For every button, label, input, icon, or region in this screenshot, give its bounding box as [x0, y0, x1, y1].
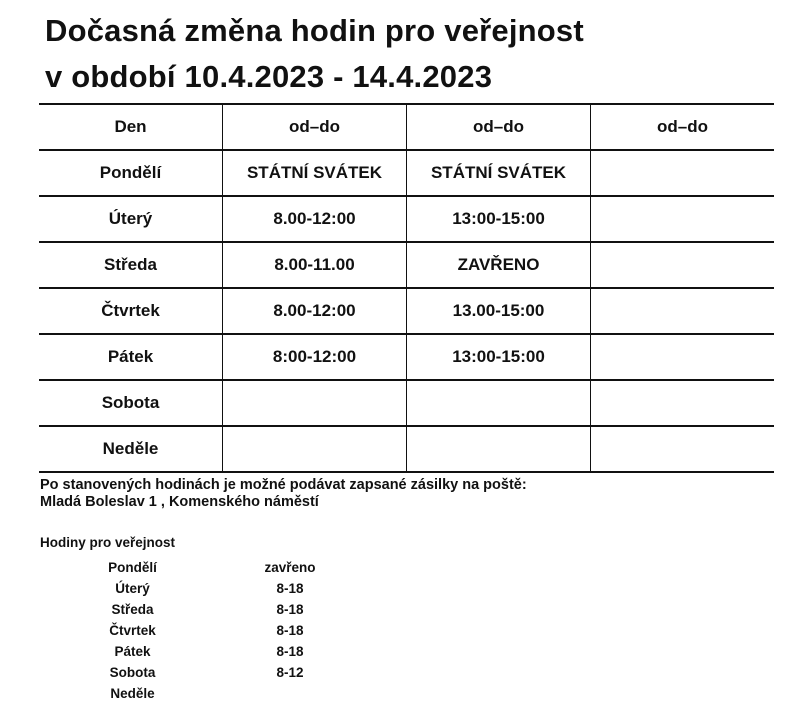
- list-item: [80, 578, 321, 599]
- row-slot-2: [407, 426, 591, 472]
- post-day: Neděle: [110, 686, 155, 701]
- post-hours: 8-18: [276, 644, 304, 659]
- table-row: [39, 196, 774, 242]
- row-day: Středa: [39, 242, 223, 288]
- table-row: [39, 334, 774, 380]
- row-slot-1: 8.00-11.00: [223, 242, 407, 288]
- title-line-2: v období 10.4.2023 - 14.4.2023: [45, 59, 493, 94]
- row-slot-1: 8.00-12:00: [223, 196, 407, 242]
- note-line-2: Mladá Boleslav 1 , Komenského náměstí: [40, 494, 319, 510]
- row-slot-2: [407, 380, 591, 426]
- row-slot-1: 8.00-12:00: [223, 288, 407, 334]
- post-hours: 8-18: [276, 623, 304, 638]
- table-row: [39, 380, 774, 426]
- row-day: Úterý: [39, 196, 223, 242]
- table-header-row: [39, 104, 774, 150]
- row-slot-1: [223, 426, 407, 472]
- table-row: [39, 242, 774, 288]
- hours-table: [39, 103, 774, 473]
- row-slot-3: [591, 380, 775, 426]
- header-from-to-2: od–do: [407, 104, 591, 150]
- row-day: Neděle: [39, 426, 223, 472]
- post-hours: zavřeno: [264, 560, 316, 575]
- row-slot-2: STÁTNÍ SVÁTEK: [407, 150, 591, 196]
- row-slot-3: [591, 196, 775, 242]
- row-slot-2: 13:00-15:00: [407, 334, 591, 380]
- table-row: [39, 288, 774, 334]
- post-hours-list: [80, 557, 321, 704]
- row-day: Čtvrtek: [39, 288, 223, 334]
- list-item: [80, 662, 321, 683]
- post-day: Úterý: [115, 581, 150, 596]
- post-day: Středa: [111, 602, 154, 617]
- row-slot-3: [591, 150, 775, 196]
- post-day: Pátek: [114, 644, 151, 659]
- post-day: Pondělí: [108, 560, 157, 575]
- row-slot-1: STÁTNÍ SVÁTEK: [223, 150, 407, 196]
- header-from-to-1: od–do: [223, 104, 407, 150]
- table-row: [39, 150, 774, 196]
- list-item: [80, 620, 321, 641]
- row-slot-1: [223, 380, 407, 426]
- row-day: Sobota: [39, 380, 223, 426]
- post-office-note: [40, 477, 527, 511]
- post-hours-title: Hodiny pro veřejnost: [40, 535, 176, 550]
- note-line-1: Po stanovených hodinách je možné podávat zapsané zásilky na poště:: [40, 477, 527, 493]
- list-item: [80, 599, 321, 620]
- list-item: [80, 557, 321, 578]
- post-hours: 8-18: [276, 602, 304, 617]
- row-slot-3: [591, 288, 775, 334]
- post-hours: 8-12: [276, 665, 304, 680]
- table-row: [39, 426, 774, 472]
- row-slot-2: 13:00-15:00: [407, 196, 591, 242]
- row-slot-2: 13.00-15:00: [407, 288, 591, 334]
- row-day: Pondělí: [39, 150, 223, 196]
- header-from-to-3: od–do: [591, 104, 775, 150]
- post-day: Sobota: [109, 665, 156, 680]
- row-slot-2: ZAVŘENO: [407, 242, 591, 288]
- header-day: Den: [39, 104, 223, 150]
- title-line-1: Dočasná změna hodin pro veřejnost: [45, 13, 584, 48]
- list-item: [80, 683, 321, 704]
- post-day: Čtvrtek: [109, 623, 156, 638]
- row-slot-3: [591, 334, 775, 380]
- list-item: [80, 641, 321, 662]
- page-title: [45, 8, 584, 100]
- row-day: Pátek: [39, 334, 223, 380]
- row-slot-3: [591, 242, 775, 288]
- row-slot-3: [591, 426, 775, 472]
- row-slot-1: 8:00-12:00: [223, 334, 407, 380]
- post-hours: 8-18: [276, 581, 304, 596]
